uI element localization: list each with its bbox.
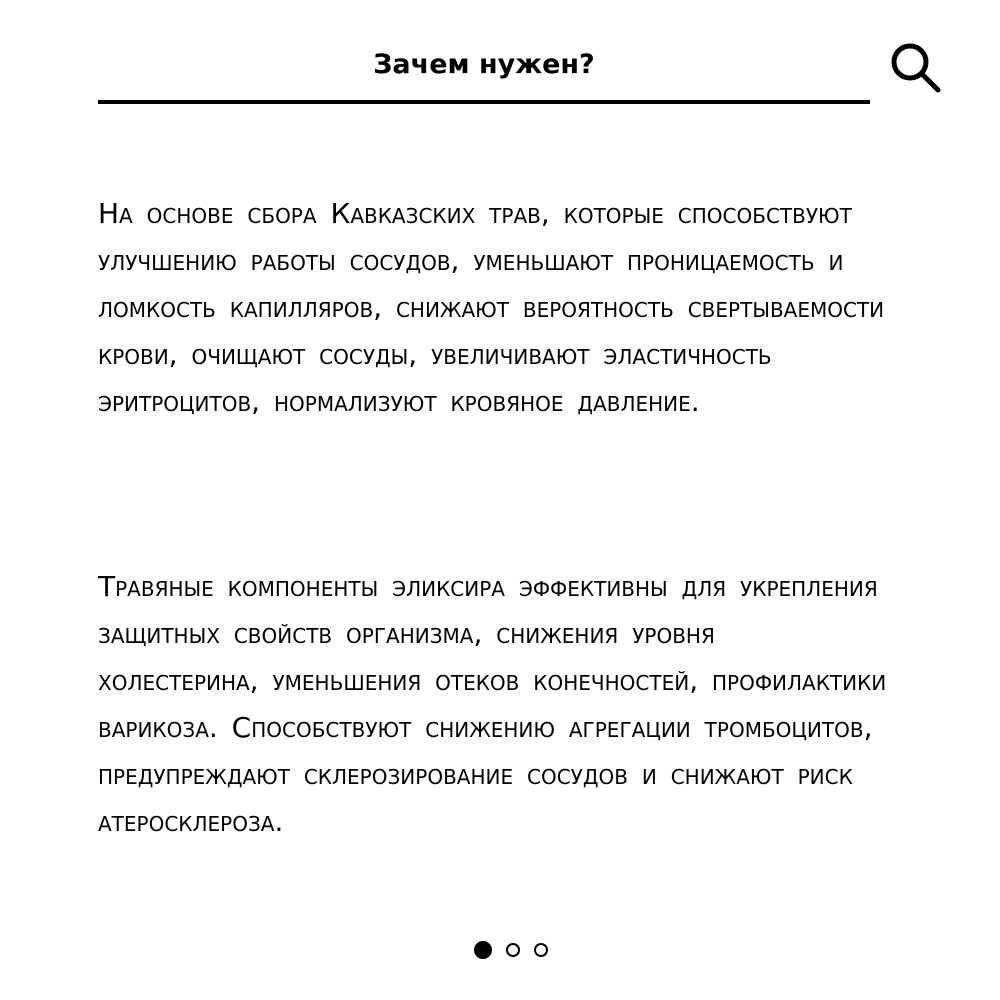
pagination-dot-3[interactable] — [534, 943, 548, 957]
pagination-dot-1[interactable] — [474, 941, 492, 959]
page-title: Зачем нужен? — [373, 49, 595, 80]
description-paragraph-2: Травяные компоненты эликсира эффективны для укрепления защитных свойств организма, снижения уровня холестерина, уменьшения отеков конечностей, профилактики варикоза. Способствуют снижению агрегации тромбоцитов, предупреждают склерозирование сосудов и снижают риск атеросклероза. — [98, 570, 887, 838]
search-icon — [886, 38, 946, 98]
header-divider — [98, 100, 870, 104]
pagination-dots — [474, 938, 574, 962]
pagination-dot-2[interactable] — [506, 943, 520, 957]
description-paragraph-1: На основе сбора Кавказских трав, которые способствуют улучшению работы сосудов, уменьшают проницаемость и ломкость капилляров, снижают вероятность свертываемости крови, очищают сосуды, увеличивают эластичность эритроцитов, нормализуют кровяное давление. — [98, 197, 885, 418]
search-button[interactable] — [886, 38, 946, 98]
